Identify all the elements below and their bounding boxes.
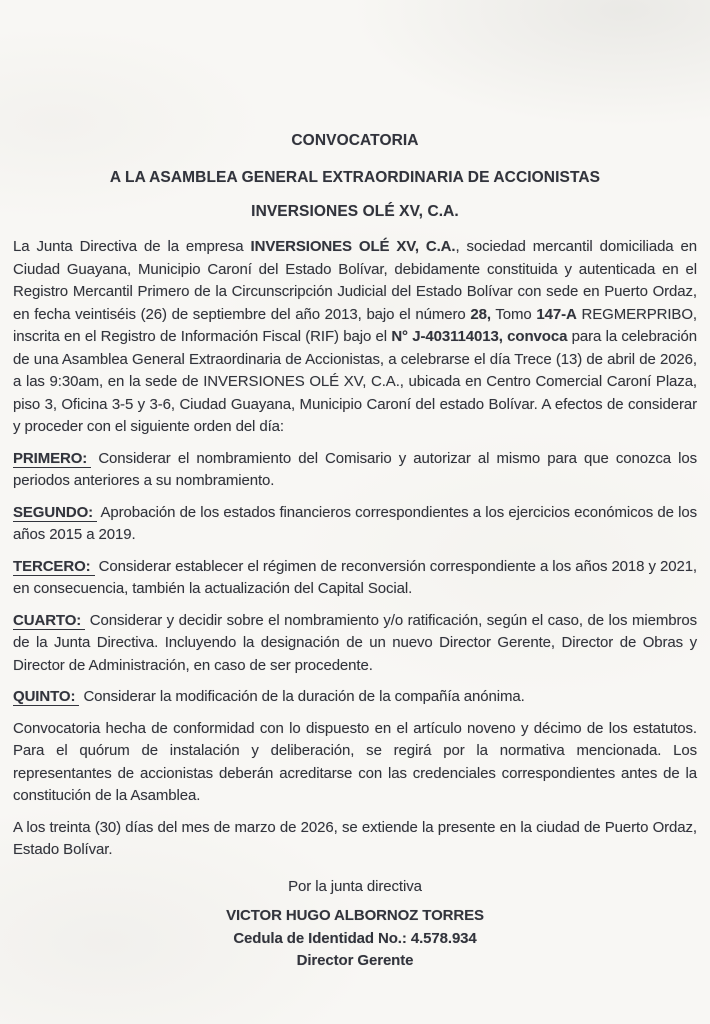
signature-byline: Por la junta directiva xyxy=(288,877,422,895)
agenda-item-label: TERCERO: xyxy=(13,558,95,576)
signatory-id: Cedula de Identidad No.: 4.578.934 xyxy=(233,929,477,947)
date-place-paragraph: A los treinta (30) días del mes de marzo de 2026, se extiende la presente en la ciudad de Puerto Ordaz, Estado Bolívar. xyxy=(13,818,697,858)
conformity-paragraph: Convocatoria hecha de conformidad con lo dispuesto en el artículo noveno y décimo de los estatutos. Para el quórum de instalación y deliberación, se regirá por la normativa mencionada. Los representantes de accionistas deberán acreditarse con las credenciales correspondientes antes de la constitución de la Asamblea. xyxy=(13,719,697,804)
agenda-item-quinto xyxy=(13,686,697,709)
agenda-item-label: PRIMERO: xyxy=(13,450,91,468)
signature-block xyxy=(13,876,697,973)
agenda-item-label: QUINTO: xyxy=(13,688,79,706)
agenda-item-text: Aprobación de los estados financieros correspondientes a los ejercicios económicos de los años 2015 a 2019. xyxy=(13,503,697,543)
agenda-item-primero xyxy=(13,448,697,493)
document-title: CONVOCATORIA xyxy=(291,132,419,149)
agenda-item-label: CUARTO: xyxy=(13,612,85,630)
agenda-item-tercero xyxy=(13,556,697,601)
intro-paragraph: La Junta Directiva de la empresa INVERSIONES OLÉ XV, C.A., sociedad mercantil domiciliada en Ciudad Guayana, Municipio Caroní del Estado Bolívar, debidamente constituida y autenticada en el Registro Mercantil Primero de la Circunscripción Judicial del Estado Bolívar con sede en Puerto Ordaz, en fecha veintiséis (26) de septiembre del año 2013, bajo el número 28, Tomo 147-A REGMERPRIBO, inscrita en el Registro de Información Fiscal (RIF) bajo el N° J-403114013, convoca para la celebración de una Asamblea General Extraordinaria de Accionistas, a celebrarse el día Trece (13) de abril de 2026, a las 9:30am, en la sede de INVERSIONES OLÉ XV, C.A., ubicada en Centro Comercial Caroní Plaza, piso 3, Oficina 3-5 y 3-6, Ciudad Guayana, Municipio Caroní del estado Bolívar. A efectos de considerar y proceder con el siguiente orden del día: xyxy=(13,238,697,435)
agenda-item-segundo xyxy=(13,502,697,547)
document-subtitle: A LA ASAMBLEA GENERAL EXTRAORDINARIA DE ACCIONISTAS xyxy=(109,169,601,186)
agenda-item-cuarto xyxy=(13,610,697,678)
agenda-item-text: Considerar el nombramiento del Comisario y autorizar al mismo para que conozca los periodos anteriores a su nombramiento. xyxy=(13,449,697,489)
agenda-item-text: Considerar establecer el régimen de reconversión correspondiente a los años 2018 y 2021, en consecuencia, también la actualización del Capital Social. xyxy=(13,557,698,597)
signatory-role: Director Gerente xyxy=(296,952,414,969)
signatory-name: VICTOR HUGO ALBORNOZ TORRES xyxy=(226,907,484,924)
agenda-item-label: SEGUNDO: xyxy=(13,504,97,522)
company-name-heading: INVERSIONES OLÉ XV, C.A. xyxy=(251,203,459,220)
agenda-item-text: Considerar la modificación de la duración de la compañía anónima. xyxy=(83,688,525,705)
agenda-item-text: Considerar y decidir sobre el nombramiento y/o ratificación, según el caso, de los miembros de la Junta Directiva. Incluyendo la designación de un nuevo Director Gerente, Director de Obras y Director de Administración, en caso de ser procedente. xyxy=(13,611,697,674)
